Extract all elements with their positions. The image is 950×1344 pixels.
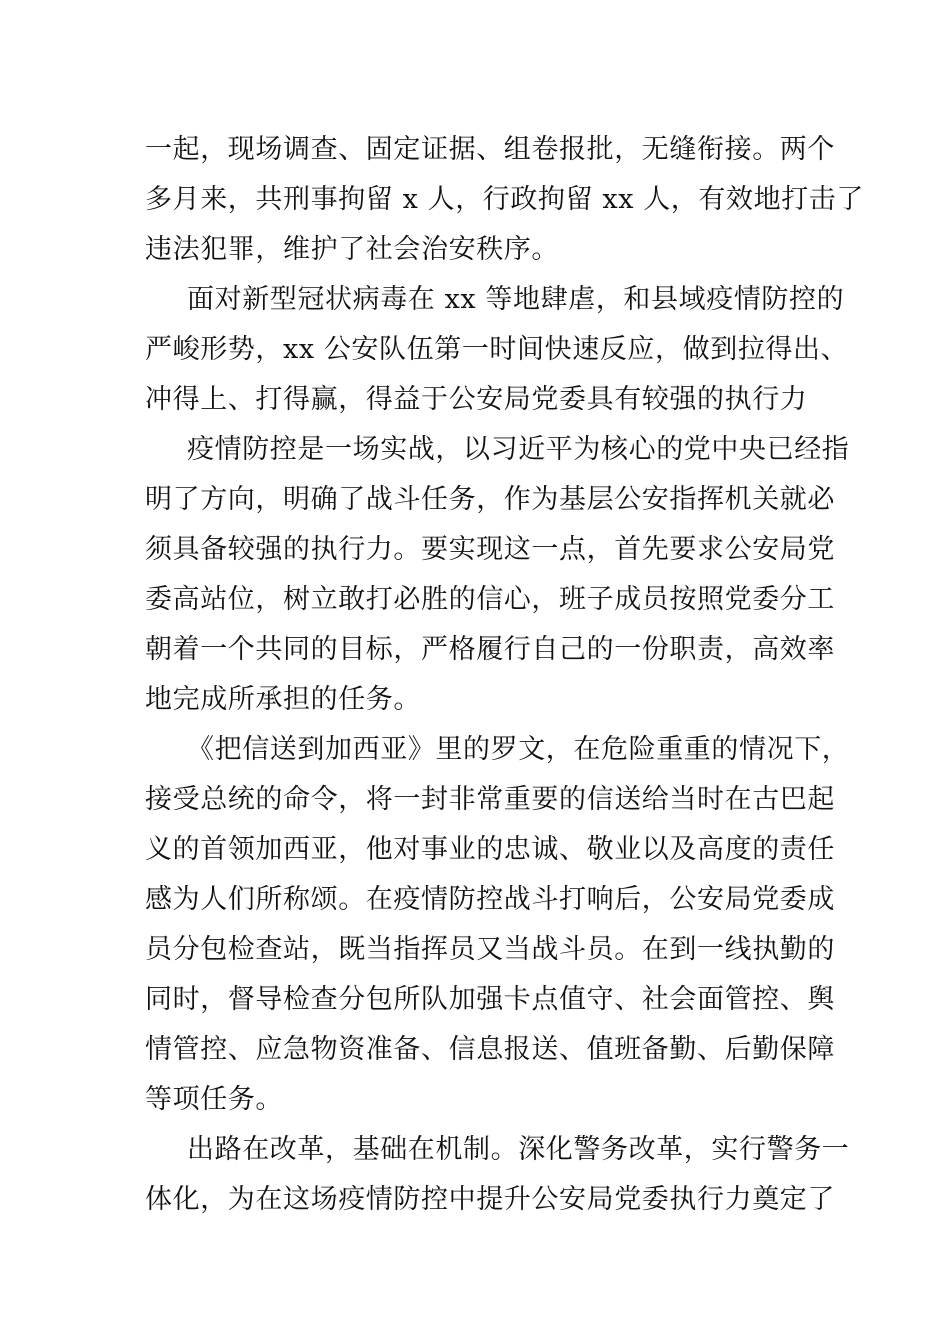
text-line: 面对新型冠状病毒在 xx 等地肆虐，和县域疫情防控的 <box>187 284 845 315</box>
text-line: 感为人们所称颂。在疫情防控战斗打响后，公安局党委成 <box>145 884 835 915</box>
text-line: 一起，现场调查、固定证据、组卷报批，无缝衔接。两个 <box>145 134 835 165</box>
text-line: 疫情防控是一场实战，以习近平为核心的党中央已经指 <box>187 434 850 465</box>
text-line: 委高站位，树立敢打必胜的信心，班子成员按照党委分工 <box>145 584 835 615</box>
text-line: 接受总统的命令，将一封非常重要的信送给当时在古巴起 <box>145 784 835 815</box>
text-line: 体化，为在这场疫情防控中提升公安局党委执行力奠定了 <box>145 1184 835 1215</box>
text-line: 冲得上、打得赢，得益于公安局党委具有较强的执行力 <box>145 384 808 415</box>
text-line: 等项任务。 <box>145 1084 283 1115</box>
text-line: 同时，督导检查分包所队加强卡点值守、社会面管控、舆 <box>145 984 835 1015</box>
text-line: 义的首领加西亚，他对事业的忠诚、敬业以及高度的责任 <box>145 834 835 865</box>
text-line: 情管控、应急物资准备、信息报送、值班备勤、后勤保障 <box>145 1034 835 1065</box>
text-line: 严峻形势，xx 公安队伍第一时间快速反应，做到拉得出、 <box>145 334 849 365</box>
text-line: 《把信送到加西亚》里的罗文，在危险重重的情况下， <box>187 734 850 765</box>
text-line: 违法犯罪，维护了社会治安秩序。 <box>145 234 559 265</box>
text-line: 多月来，共刑事拘留 x 人，行政拘留 xx 人，有效地打击了 <box>145 184 865 215</box>
text-line: 员分包检查站，既当指挥员又当战斗员。在到一线执勤的 <box>145 934 835 965</box>
text-line: 朝着一个共同的目标，严格履行自己的一份职责，高效率 <box>145 634 835 665</box>
text-line: 须具备较强的执行力。要实现这一点，首先要求公安局党 <box>145 534 835 565</box>
text-line: 地完成所承担的任务。 <box>145 684 421 715</box>
text-line: 明了方向，明确了战斗任务，作为基层公安指挥机关就必 <box>145 484 835 515</box>
text-line: 出路在改革，基础在机制。深化警务改革，实行警务一 <box>187 1134 850 1165</box>
